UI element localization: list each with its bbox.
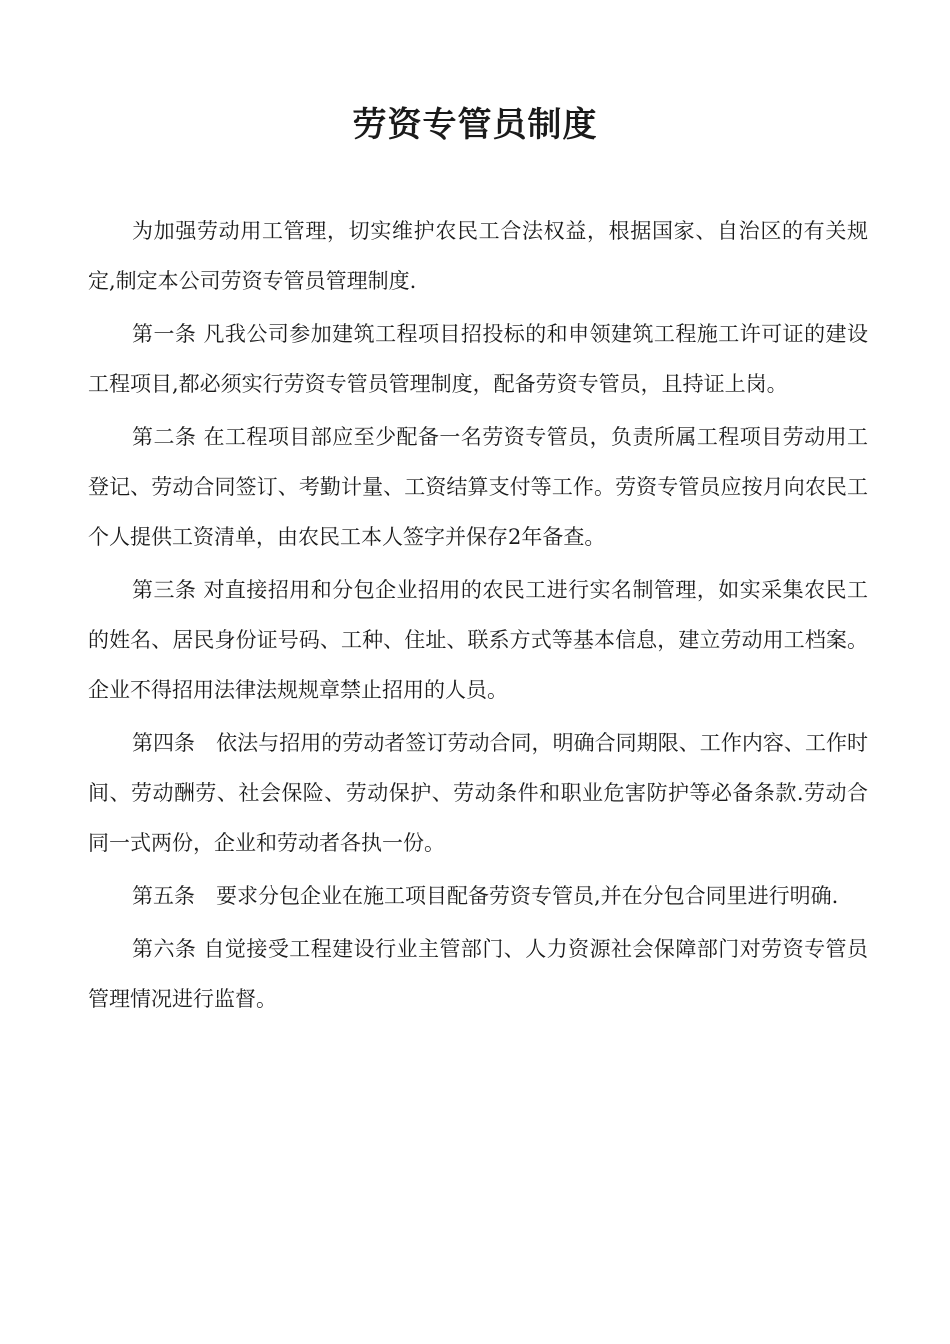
article-6-paragraph: 第六条 自觉接受工程建设行业主管部门、人力资源社会保障部门对劳资专管员管理情况进行监督。 [88,937,868,1011]
article-4-paragraph: 第四条 依法与招用的劳动者签订劳动合同，明确合同期限、工作内容、工作时间、劳动酬劳、社会保险、劳动保护、劳动条件和职业危害防护等必备条款.劳动合同一式两份，企业和劳动者各执一份。 [88,731,868,855]
article-5-paragraph: 第五条 要求分包企业在施工项目配备劳资专管员,并在分包合同里进行明确. [132,884,839,908]
document-body [88,206,868,1027]
article-2-paragraph: 第二条 在工程项目部应至少配备一名劳资专管员，负责所属工程项目劳动用工登记、劳动合同签订、考勤计量、工资结算支付等工作。劳资专管员应按月向农民工个人提供工资清单，由农民工本人签字并保存2年备查。 [88,425,868,549]
article-3-paragraph: 第三条 对直接招用和分包企业招用的农民工进行实名制管理，如实采集农民工的姓名、居民身份证号码、工种、住址、联系方式等基本信息，建立劳动用工档案。企业不得招用法律法规规章禁止招用的人员。 [88,578,868,702]
intro-paragraph: 为加强劳动用工管理，切实维护农民工合法权益，根据国家、自治区的有关规定,制定本公司劳资专管员管理制度. [88,219,868,293]
article-1-paragraph: 第一条 凡我公司参加建筑工程项目招投标的和申领建筑工程施工许可证的建设工程项目,都必须实行劳资专管员管理制度，配备劳资专管员，且持证上岗。 [88,322,868,396]
document-title: 劳资专管员制度 [352,105,598,145]
